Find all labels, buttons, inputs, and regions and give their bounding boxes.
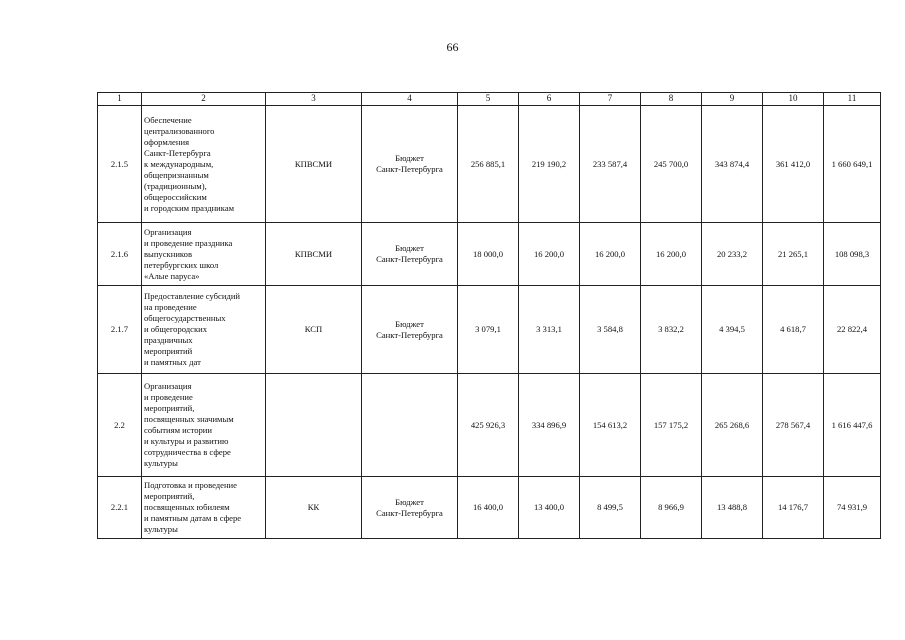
total-value: 1 616 447,6 xyxy=(824,374,881,477)
total-value: 108 098,3 xyxy=(824,223,881,286)
year-value: 20 233,2 xyxy=(702,223,763,286)
column-number-header: 5 xyxy=(458,93,519,106)
measure-name-line: (традиционным), xyxy=(144,180,207,191)
year-value: 245 700,0 xyxy=(641,106,702,223)
year-value: 3 832,2 xyxy=(641,286,702,374)
measure-name-line: и памятных дат xyxy=(144,357,201,367)
year-value: 4 618,7 xyxy=(763,286,824,374)
year-value: 278 567,4 xyxy=(763,374,824,477)
funding-source-line: Бюджет xyxy=(395,496,424,507)
measure-name-line: мероприятий, xyxy=(144,491,195,501)
row-code: 2.2 xyxy=(98,374,142,477)
measure-name-line: Организация xyxy=(144,226,192,237)
measure-name-line: и городским праздникам xyxy=(144,202,235,213)
measure-name-line: на проведение xyxy=(144,302,197,312)
measure-name-line: и проведение праздника xyxy=(144,237,233,248)
measure-name-line: и памятным датам в сфере xyxy=(144,513,242,523)
year-value: 233 587,4 xyxy=(580,106,641,223)
year-value: 154 613,2 xyxy=(580,374,641,477)
year-value: 16 200,0 xyxy=(641,223,702,286)
row-code: 2.2.1 xyxy=(98,477,142,539)
executor: КСП xyxy=(266,286,362,374)
year-value: 16 400,0 xyxy=(458,477,519,539)
column-number-header: 10 xyxy=(763,93,824,106)
measure-name-line: «Алые паруса» xyxy=(144,270,200,281)
measure-name-line: выпускников xyxy=(144,248,193,259)
funding-source xyxy=(362,477,458,539)
year-value: 4 394,5 xyxy=(702,286,763,374)
measure-name-line: Организация xyxy=(144,381,192,391)
measure-name xyxy=(142,223,266,286)
column-number-header: 1 xyxy=(98,93,142,106)
total-value: 22 822,4 xyxy=(824,286,881,374)
funding-source-line: Санкт-Петербурга xyxy=(376,164,443,174)
measure-name-line: культуры xyxy=(144,524,178,534)
column-number-header: 2 xyxy=(142,93,266,106)
executor: КПВСМИ xyxy=(266,106,362,223)
column-number-header: 6 xyxy=(519,93,580,106)
funding-source-line: Санкт-Петербурга xyxy=(376,329,443,340)
total-value: 1 660 649,1 xyxy=(824,106,881,223)
program-table xyxy=(97,92,881,539)
measure-name-line: общегосударственных xyxy=(144,313,226,323)
executor: КК xyxy=(266,477,362,539)
funding-source xyxy=(362,286,458,374)
year-value: 361 412,0 xyxy=(763,106,824,223)
funding-source xyxy=(362,374,458,477)
table-row xyxy=(98,106,881,223)
year-value: 157 175,2 xyxy=(641,374,702,477)
measure-name-line: культуры xyxy=(144,458,178,468)
row-code: 2.1.6 xyxy=(98,223,142,286)
measure-name-line: сотрудничества в сфере xyxy=(144,447,231,457)
measure-name-line: и проведение xyxy=(144,392,193,402)
year-value: 3 313,1 xyxy=(519,286,580,374)
measure-name-line: Обеспечение xyxy=(144,114,192,125)
measure-name-line: и общегородских xyxy=(144,324,208,334)
measure-name-line: посвященных юбилеям xyxy=(144,502,230,512)
year-value: 343 874,4 xyxy=(702,106,763,223)
table-row xyxy=(98,223,881,286)
page-number: 66 xyxy=(446,40,459,54)
executor: КПВСМИ xyxy=(266,223,362,286)
measure-name-line: мероприятий, xyxy=(144,403,195,413)
measure-name xyxy=(142,106,266,223)
funding-source-line: Бюджет xyxy=(395,243,424,253)
column-number-header: 7 xyxy=(580,93,641,106)
measure-name-line: праздничных xyxy=(144,335,193,345)
year-value: 13 488,8 xyxy=(702,477,763,539)
year-value: 425 926,3 xyxy=(458,374,519,477)
measure-name-line: событиям истории xyxy=(144,425,212,435)
funding-source-line: Бюджет xyxy=(395,318,424,329)
measure-name xyxy=(142,374,266,477)
funding-source xyxy=(362,223,458,286)
funding-source-line: Бюджет xyxy=(395,153,424,163)
year-value: 3 079,1 xyxy=(458,286,519,374)
total-value: 74 931,9 xyxy=(824,477,881,539)
column-number-header: 3 xyxy=(266,93,362,106)
year-value: 219 190,2 xyxy=(519,106,580,223)
measure-name-line: централизованного xyxy=(144,125,215,136)
table-row xyxy=(98,286,881,374)
year-value: 21 265,1 xyxy=(763,223,824,286)
measure-name-line: петербургских школ xyxy=(144,259,219,270)
measure-name-line: и культуры и развитию xyxy=(144,436,229,446)
table-body xyxy=(98,93,881,539)
measure-name-line: оформления xyxy=(144,136,190,147)
executor xyxy=(266,374,362,477)
measure-name-line: Санкт-Петербурга xyxy=(144,147,211,158)
column-number-header: 4 xyxy=(362,93,458,106)
table-row xyxy=(98,477,881,539)
year-value: 13 400,0 xyxy=(519,477,580,539)
column-number-header: 8 xyxy=(641,93,702,106)
column-number-header: 9 xyxy=(702,93,763,106)
year-value: 16 200,0 xyxy=(519,223,580,286)
measure-name-line: посвященных значимым xyxy=(144,414,234,424)
year-value: 8 499,5 xyxy=(580,477,641,539)
measure-name-line: мероприятий xyxy=(144,346,193,356)
measure-name-line: Предоставление субсидий xyxy=(144,291,241,301)
row-code: 2.1.5 xyxy=(98,106,142,223)
year-value: 256 885,1 xyxy=(458,106,519,223)
column-number-header: 11 xyxy=(824,93,881,106)
year-value: 265 268,6 xyxy=(702,374,763,477)
year-value: 334 896,9 xyxy=(519,374,580,477)
row-code: 2.1.7 xyxy=(98,286,142,374)
year-value: 14 176,7 xyxy=(763,477,824,539)
year-value: 3 584,8 xyxy=(580,286,641,374)
year-value: 8 966,9 xyxy=(641,477,702,539)
year-value: 18 000,0 xyxy=(458,223,519,286)
measure-name-line: общепризнанным xyxy=(144,169,209,180)
year-value: 16 200,0 xyxy=(580,223,641,286)
measure-name xyxy=(142,286,266,374)
measure-name xyxy=(142,477,266,539)
funding-source xyxy=(362,106,458,223)
measure-name-line: к международным, xyxy=(144,158,214,169)
header-row xyxy=(98,93,881,106)
funding-source-line: Санкт-Петербурга xyxy=(376,254,443,264)
measure-name-line: общероссийским xyxy=(144,191,207,202)
funding-source-line: Санкт-Петербурга xyxy=(376,507,443,518)
table-row xyxy=(98,374,881,477)
measure-name-line: Подготовка и проведение xyxy=(144,480,237,490)
